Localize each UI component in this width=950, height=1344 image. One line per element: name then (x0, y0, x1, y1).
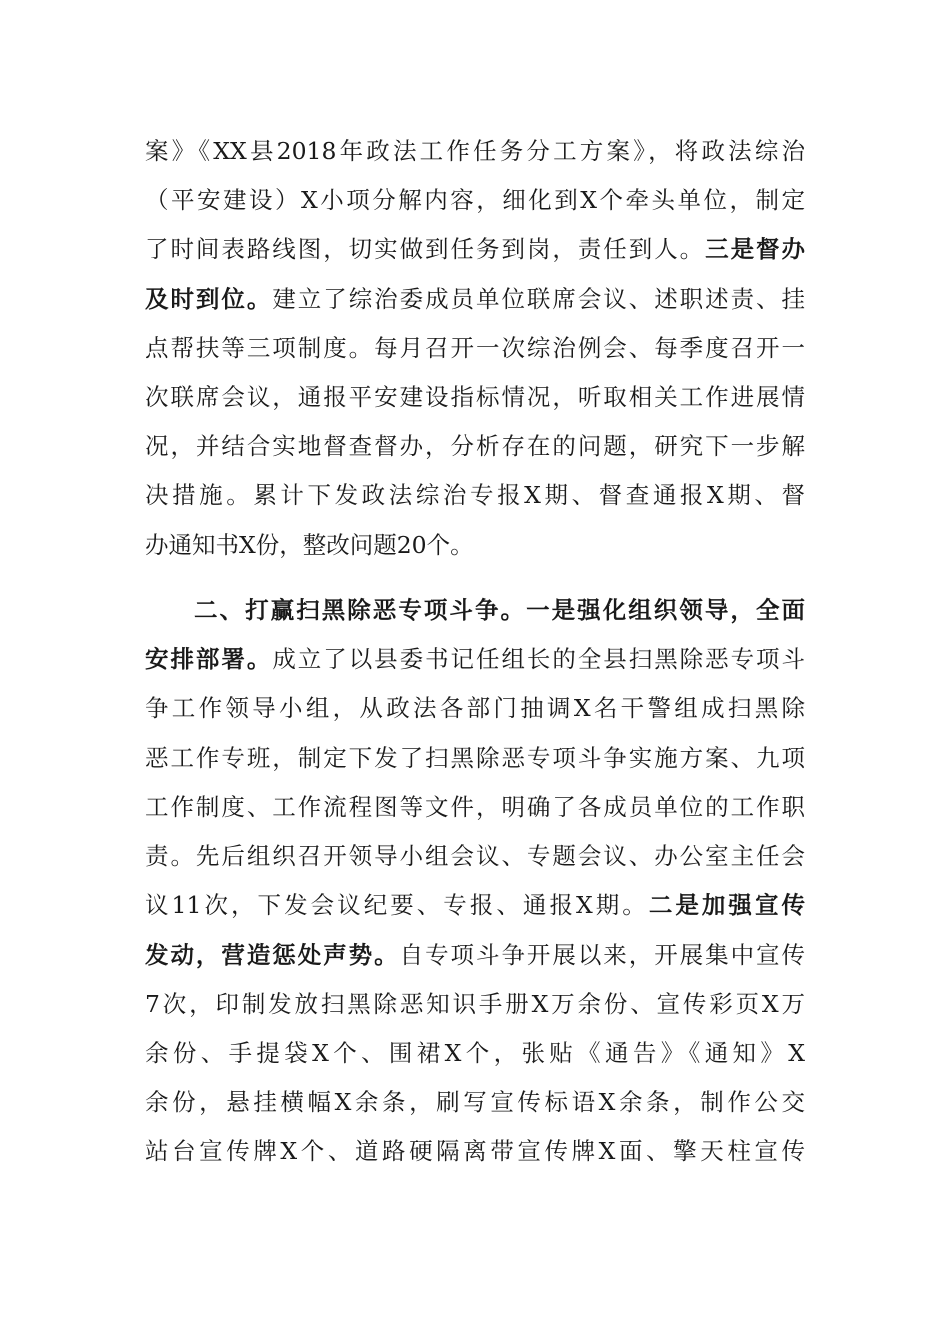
text-run: （平安建设）X小项分解内容，细化到X个牵头单位，制定 (145, 186, 805, 214)
text-run: 责。先后组织召开领导小组会议、专题会议、办公室主任会 (145, 842, 805, 870)
text-run: 站台宣传牌X个、道路硬隔离带宣传牌X面、擎天柱宣传 (145, 1137, 805, 1165)
text-run: 决措施。累计下发政法综治专报X期、督查通报X期、督 (145, 481, 805, 509)
text-run: 余份、手提袋X个、围裙X个，张贴《通告》《通知》X (145, 1039, 805, 1067)
bold-heading-run: 发动，营造惩处声势。 (145, 941, 400, 969)
text-run: 成立了以县委书记任组长的全县扫黑除恶专项斗 (272, 645, 806, 673)
text-run: 余份，悬挂横幅X余条，刷写宣传标语X余条，制作公交 (145, 1088, 805, 1116)
text-run: 议11次，下发会议纪要、专报、通报X期。 (145, 891, 649, 919)
text-run: 况，并结合实地督查督办，分析存在的问题，研究下一步解 (145, 432, 805, 460)
text-line (145, 639, 805, 679)
text-line (145, 180, 805, 220)
text-line (145, 1082, 805, 1122)
text-line (145, 475, 805, 515)
text-run: 次联席会议，通报平安建设指标情况，听取相关工作进展情 (145, 383, 805, 411)
text-line (145, 279, 805, 319)
text-line (145, 787, 805, 827)
text-line (145, 1131, 805, 1171)
text-line (145, 328, 805, 368)
bold-heading-run: 三是督办 (705, 235, 806, 263)
bold-heading-run: 安排部署。 (145, 645, 273, 673)
text-line (145, 688, 805, 728)
text-run: 办通知书X份，整改问题20个。 (145, 531, 474, 559)
text-line (145, 229, 805, 269)
text-run: 7次，印制发放扫黑除恶知识手册X万余份、宣传彩页X万 (145, 990, 805, 1018)
text-line (145, 131, 805, 171)
bold-heading-run: 及时到位。 (145, 285, 273, 313)
text-line (145, 935, 805, 975)
text-line (145, 885, 805, 925)
text-line (145, 738, 805, 778)
text-run: 争工作领导小组，从政法各部门抽调X名干警组成扫黑除 (145, 694, 805, 722)
text-line (145, 377, 805, 417)
text-run: 了时间表路线图，切实做到任务到岗，责任到人。 (145, 235, 706, 263)
text-line (145, 525, 805, 565)
text-run: 恶工作专班，制定下发了扫黑除恶专项斗争实施方案、九项 (145, 744, 805, 772)
bold-heading-run: 二是加强宣传 (648, 891, 805, 919)
text-line (145, 426, 805, 466)
bold-heading-run: 二、打赢扫黑除恶专项斗争。一是强化组织领导，全面 (194, 596, 805, 624)
text-run: 建立了综治委成员单位联席会议、述职述责、挂 (272, 285, 806, 313)
text-run: 工作制度、工作流程图等文件，明确了各成员单位的工作职 (145, 793, 805, 821)
text-run: 自专项斗争开展以来，开展集中宣传 (399, 941, 806, 969)
text-line (145, 984, 805, 1024)
text-run: 点帮扶等三项制度。每月召开一次综治例会、每季度召开一 (145, 334, 805, 362)
text-line (145, 836, 805, 876)
text-line (145, 590, 805, 630)
text-line (145, 1033, 805, 1073)
text-run: 案》《XX县2018年政法工作任务分工方案》，将政法综治 (145, 137, 805, 165)
